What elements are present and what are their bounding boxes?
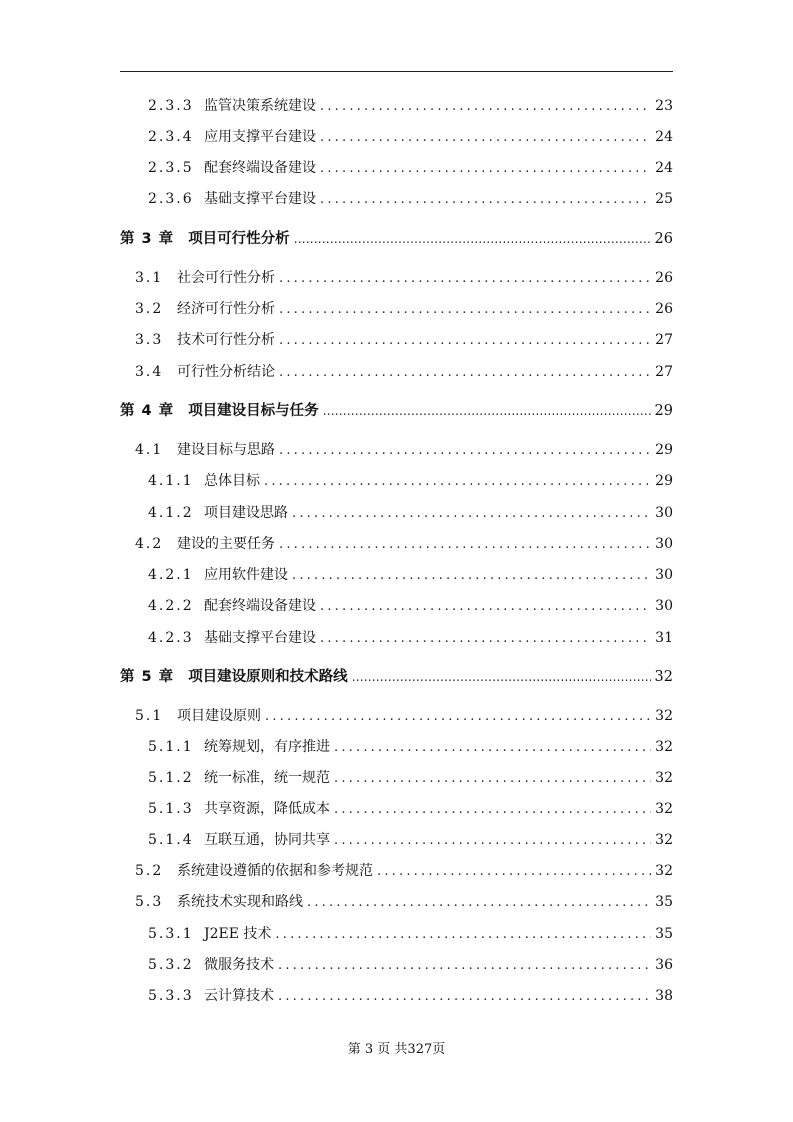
toc-entry-page: 26 (654, 231, 673, 247)
header-rule (120, 71, 673, 72)
toc-entry-page: 35 (655, 926, 673, 942)
toc-entry-title: 建设的主要任务 (177, 536, 275, 552)
toc-entry[interactable] (148, 956, 673, 975)
toc-dot-leader (323, 402, 651, 420)
toc-entry-title: 统一标准，统一规范 (204, 770, 330, 786)
toc-entry-page: 24 (655, 160, 673, 176)
toc-entry[interactable] (148, 504, 673, 523)
toc-chapter-number: 第 4 章 (120, 403, 175, 419)
toc-entry[interactable] (135, 269, 673, 288)
toc-entry-page: 23 (655, 98, 673, 114)
toc-dot-leader (334, 832, 651, 850)
toc-entry-title: 互联互通，协同共享 (204, 832, 330, 848)
toc-dot-leader (278, 988, 651, 1006)
toc-entry[interactable] (148, 597, 673, 616)
toc-entry-title: 共享资源，降低成本 (204, 801, 330, 817)
toc-entry-number: 5.1.4 (148, 832, 194, 848)
toc-entry-title: 系统技术实现和路线 (177, 894, 303, 910)
toc-dot-leader (334, 801, 651, 819)
toc-entry-number: 2.3.5 (148, 160, 194, 176)
toc-dot-leader (279, 442, 651, 460)
toc-entry-title: 监管决策系统建设 (204, 98, 316, 114)
toc-dot-leader (265, 708, 651, 726)
toc-entry-page: 27 (655, 332, 673, 348)
toc-entry[interactable] (148, 629, 673, 648)
toc-dot-leader (377, 863, 651, 881)
toc-entry-number: 3.2 (135, 301, 164, 317)
toc-entry[interactable] (148, 987, 673, 1006)
toc-entry-title: J2EE 技术 (204, 926, 272, 942)
toc-dot-leader (334, 770, 651, 788)
toc-entry-title: 配套终端设备建设 (204, 160, 316, 176)
toc-entry[interactable] (135, 363, 673, 382)
toc-chapter-title: 项目建设原则和技术路线 (188, 669, 348, 685)
toc-entry-page: 32 (655, 708, 673, 724)
toc-entry[interactable] (148, 128, 673, 147)
toc-entry-page: 32 (655, 739, 673, 755)
toc-dot-leader (320, 160, 651, 178)
toc-entry-title: 配套终端设备建设 (204, 598, 316, 614)
toc-dot-leader (292, 567, 651, 585)
toc-entry-page: 30 (655, 536, 673, 552)
toc-entry-page: 29 (655, 442, 673, 458)
toc-entry-title: 基础支撑平台建设 (204, 191, 316, 207)
toc-entry-title: 应用支撑平台建设 (204, 129, 316, 145)
toc-dot-leader (352, 668, 651, 686)
toc-dot-leader (307, 894, 651, 912)
toc-dot-leader (320, 129, 651, 147)
toc-entry-page: 32 (655, 801, 673, 817)
toc-entry[interactable] (148, 831, 673, 850)
toc-entry-number: 4.2 (135, 536, 164, 552)
toc-entry-number: 4.2.3 (148, 630, 194, 646)
toc-entry-number: 5.2 (135, 863, 164, 879)
toc-entry[interactable] (135, 441, 673, 460)
toc-entry[interactable] (148, 925, 673, 944)
toc-entry-number: 5.1.1 (148, 739, 194, 755)
toc-dot-leader (320, 598, 651, 616)
toc-entry-page: 29 (655, 473, 673, 489)
toc-entry-page: 35 (655, 894, 673, 910)
toc-chapter-number: 第 5 章 (120, 669, 175, 685)
toc-entry-title: 总体目标 (204, 473, 260, 489)
toc-entry-number: 4.1.2 (148, 505, 194, 521)
toc-entry[interactable] (135, 893, 673, 912)
toc-entry-number: 5.1 (135, 708, 164, 724)
toc-entry[interactable] (148, 769, 673, 788)
toc-entry-page: 25 (655, 191, 673, 207)
toc-dot-leader (320, 630, 651, 648)
toc-dot-leader (279, 270, 651, 288)
toc-chapter-title: 项目建设目标与任务 (188, 403, 319, 419)
toc-entry[interactable] (148, 97, 673, 116)
toc-entry[interactable] (148, 566, 673, 585)
toc-dot-leader (279, 364, 651, 382)
toc-entry-title: 系统建设遵循的依据和参考规范 (177, 863, 373, 879)
toc-entry-page: 36 (655, 957, 673, 973)
toc-entry-page: 30 (655, 505, 673, 521)
toc-entry-title: 社会可行性分析 (177, 270, 275, 286)
toc-chapter-number: 第 3 章 (120, 231, 175, 247)
toc-entry-number: 5.3.1 (148, 926, 194, 942)
toc-dot-leader (278, 957, 651, 975)
toc-entry-title: 经济可行性分析 (177, 301, 275, 317)
toc-entry-number: 3.4 (135, 364, 164, 380)
toc-dot-leader (292, 505, 651, 523)
toc-dot-leader (264, 473, 651, 491)
toc-chapter-entry[interactable] (120, 230, 673, 248)
toc-dot-leader (320, 98, 651, 116)
toc-chapter-title: 项目可行性分析 (188, 231, 290, 247)
toc-entry-page: 26 (655, 270, 673, 286)
toc-entry-title: 建设目标与思路 (177, 442, 275, 458)
toc-entry-page: 32 (655, 863, 673, 879)
toc-entry-title: 微服务技术 (204, 957, 274, 973)
toc-entry-page: 27 (655, 364, 673, 380)
toc-entry[interactable] (148, 190, 673, 209)
toc-entry-page: 31 (655, 630, 673, 646)
toc-entry-title: 可行性分析结论 (177, 364, 275, 380)
toc-entry-number: 4.1 (135, 442, 164, 458)
toc-dot-leader (294, 230, 651, 248)
toc-entry-number: 5.3.3 (148, 988, 194, 1004)
toc-entry-page: 30 (655, 598, 673, 614)
toc-entry-title: 项目建设原则 (177, 708, 261, 724)
toc-entry[interactable] (135, 707, 673, 726)
toc-entry-number: 3.1 (135, 270, 164, 286)
toc-entry-page: 24 (655, 129, 673, 145)
toc-entry-title: 应用软件建设 (204, 567, 288, 583)
toc-dot-leader (275, 926, 651, 944)
toc-entry-number: 5.3 (135, 894, 164, 910)
toc-entry-page: 26 (655, 301, 673, 317)
toc-entry-number: 2.3.3 (148, 98, 194, 114)
toc-entry-number: 2.3.4 (148, 129, 194, 145)
toc-entry-number: 3.3 (135, 332, 164, 348)
toc-dot-leader (320, 191, 651, 209)
toc-entry-page: 38 (655, 988, 673, 1004)
toc-chapter-entry[interactable] (120, 668, 673, 686)
toc-entry[interactable] (148, 738, 673, 757)
toc-entry-number: 2.3.6 (148, 191, 194, 207)
toc-dot-leader (279, 332, 651, 350)
toc-entry-page: 29 (654, 403, 673, 419)
toc-entry[interactable] (148, 159, 673, 178)
toc-dot-leader (334, 739, 651, 757)
toc-entry-number: 5.1.3 (148, 801, 194, 817)
toc-entry-title: 技术可行性分析 (177, 332, 275, 348)
toc-entry[interactable] (135, 535, 673, 554)
toc-entry-number: 4.1.1 (148, 473, 194, 489)
toc-entry-title: 项目建设思路 (204, 505, 288, 521)
toc-entry[interactable] (135, 300, 673, 319)
toc-entry-page: 32 (655, 770, 673, 786)
toc-entry-page: 32 (655, 832, 673, 848)
toc-entry-title: 基础支撑平台建设 (204, 630, 316, 646)
toc-entry-number: 5.3.2 (148, 957, 194, 973)
toc-entry[interactable] (135, 862, 673, 881)
toc-entry[interactable] (148, 472, 673, 491)
toc-chapter-entry[interactable] (120, 402, 673, 420)
toc-entry[interactable] (148, 800, 673, 819)
toc-dot-leader (279, 301, 651, 319)
toc-entry-number: 4.2.2 (148, 598, 194, 614)
toc-entry-number: 5.1.2 (148, 770, 194, 786)
toc-dot-leader (279, 536, 651, 554)
toc-entry-title: 云计算技术 (204, 988, 274, 1004)
page-footer: 第 3 页 共327页 (347, 1042, 446, 1057)
toc-entry-title: 统筹规划，有序推进 (204, 739, 330, 755)
toc-entry-page: 30 (655, 567, 673, 583)
toc-entry-page: 32 (654, 669, 673, 685)
toc-entry[interactable] (135, 331, 673, 350)
toc-entry-number: 4.2.1 (148, 567, 194, 583)
